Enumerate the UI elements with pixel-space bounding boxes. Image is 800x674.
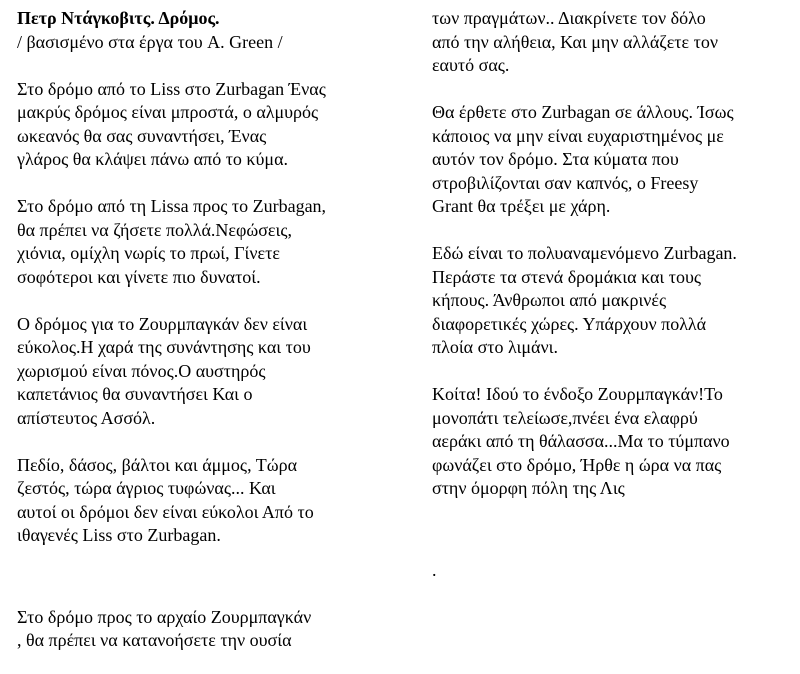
right-stanza-3 [432,242,798,360]
poem-line: ζεστός, τώρα άγριος τυφώνας... Και [17,478,276,498]
poem-line: στην όμορφη πόλη της Λις [432,478,625,498]
poem-line: στροβιλίζονται σαν καπνός, ο Freesy [432,172,699,193]
poem-line: από την αλήθεια, Και μην αλλάζετε τον [432,31,718,52]
poem-line: Εδώ είναι το πολυαναμενόμενο Zurbagan. [432,243,737,263]
poem-line: Ο δρόμος για το Ζουρμπαγκάν δεν είναι [17,313,308,334]
poem-line: χωρισμού είναι πόνος.Ο αυστηρός [17,360,266,381]
poem-line: των πραγμάτων.. Διακρίνετε τον δόλο [432,8,706,28]
poem-line: φωνάζει στο δρόμο, Ήρθε η ώρα να πας [432,454,722,475]
poem-title: Πετρ Ντάγκοβιτς. Δρόμος. [17,8,220,28]
poem-line: Στο δρόμο από το Liss στο Zurbagan Ένας [17,78,326,99]
poem-line: κήπους. Άνθρωποι από μακρινές [432,290,667,310]
poem-line: χιόνια, ομίχλη νωρίς το πρωί, Γίνετε [17,243,280,263]
poem-line: Θα έρθετε στο Zurbagan σε άλλους. Ίσως [432,102,734,122]
poem-line: εύκολος.Η χαρά της συνάντησης και του [17,337,311,357]
poem-line: μακρύς δρόμος είναι μπροστά, ο αλμυρός [17,102,319,122]
poem-subtitle: / βασισμένο στα έργα του A. Green / [17,31,283,52]
poem-line: θα πρέπει να ζήσετε πολλά.Νεφώσεις, [17,219,292,240]
poem-line: εαυτό σας. [432,55,510,75]
poem-line: Περάστε τα στενά δρομάκια και τους [432,266,702,287]
poem-line: Κοίτα! Ιδού το ένδοξο Ζουρμπαγκάν!Το [432,384,723,404]
poem-line: αυτόν τον δρόμο. Στα κύματα που [432,149,679,169]
right-column [432,7,798,582]
right-stanza-4 [432,383,798,501]
left-column [17,7,397,653]
right-stanza-2 [432,101,798,219]
poem-line: διαφορετικές χώρες. Υπάρχουν πολλά [432,313,707,334]
poem-line: ωκεανός θα σας συναντήσει, Ένας [17,125,267,146]
left-stanza-4 [17,454,397,548]
poem-line: Πεδίο, δάσος, βάλτοι και άμμος, Τώρα [17,454,297,475]
poem-line: ιθαγενές Liss στο Zurbagan. [17,525,221,545]
trailing-period: . [432,559,437,580]
poem-line: κάποιος να μην είναι ευχαριστημένος με [432,125,724,146]
poem-line: πλοία στο λιμάνι. [432,337,558,357]
poem-line: μονοπάτι τελείωσε,πνέει ένα ελαφρύ [432,407,698,428]
poem-line: Grant θα τρέξει με χάρη. [432,196,611,216]
poem-line: Στο δρόμο προς το αρχαίο Ζουρμπαγκάν [17,606,312,627]
left-stanza-1 [17,78,397,172]
poem-line: σοφότεροι και γίνετε πιο δυνατοί. [17,266,261,287]
poem-line: αυτοί οι δρόμοι δεν είναι εύκολοι Από το [17,501,314,522]
right-stanza-1 [432,7,798,78]
poem-line: αεράκι από τη θάλασσα...Μα το τύμπανο [432,431,730,451]
left-stanza-3 [17,313,397,431]
poem-line: γλάρος θα κλάψει πάνω από το κύμα. [17,149,288,169]
left-stanza-5 [17,606,397,653]
left-stanza-2 [17,195,397,289]
poem-line: καπετάνιος θα συναντήσει Και ο [17,384,253,404]
poem-line: απίστευτος Ασσόλ. [17,407,156,428]
poem-line: , θα πρέπει να κατανοήσετε την ουσία [17,630,292,650]
poem-line: Στο δρόμο από τη Lissa προς το Zurbagan, [17,196,327,216]
